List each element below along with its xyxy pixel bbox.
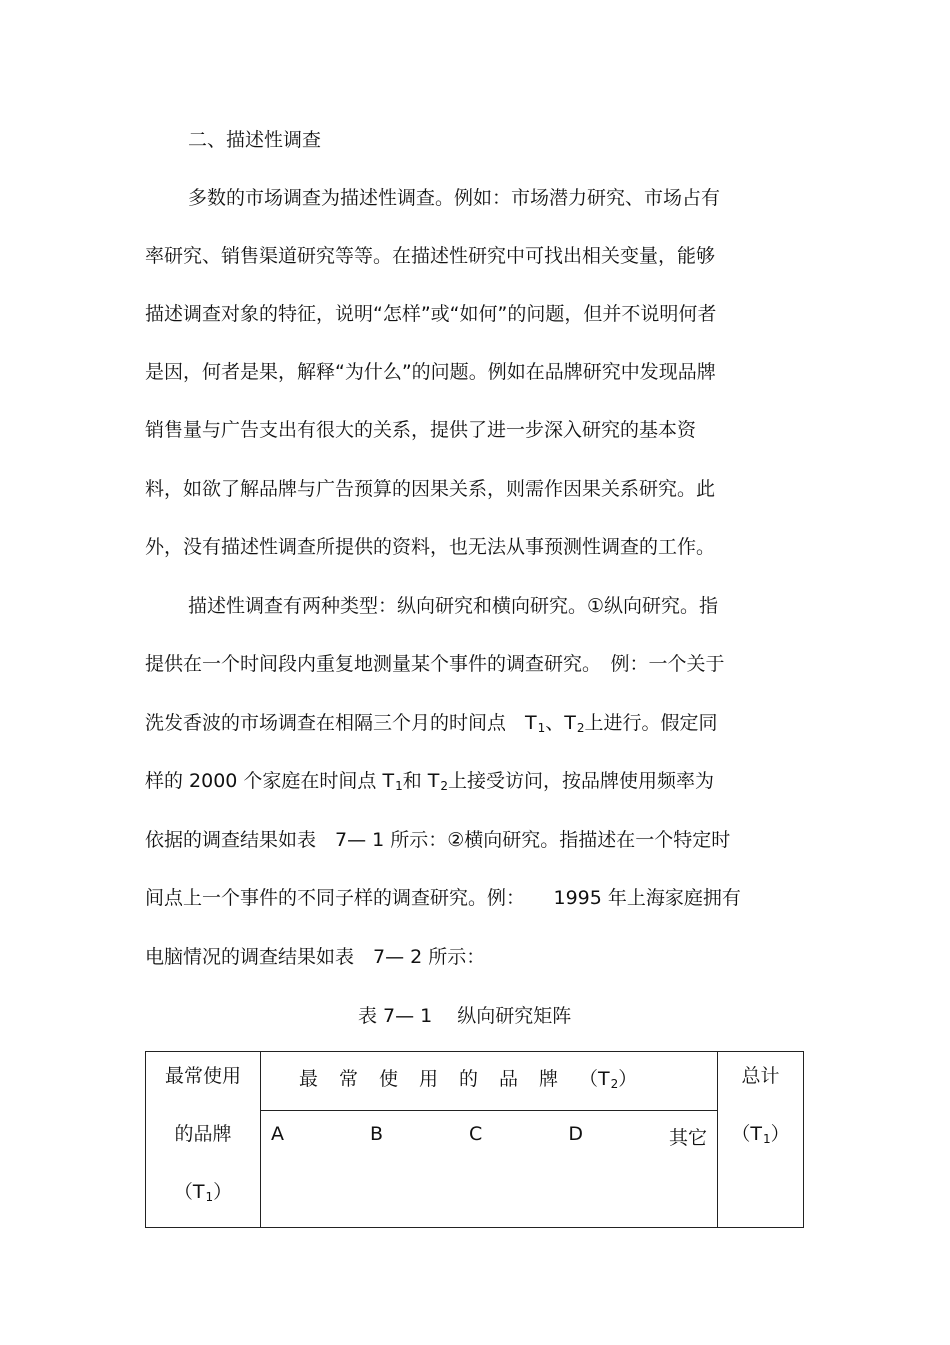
paragraph2-line2: 提供在一个时间段内重复地测量某个事件的调查研究。 例：一个关于: [145, 653, 725, 675]
row-header-close: ）: [213, 1181, 233, 1203]
paragraph1-line2: 率研究、销售渠道研究等等。在描述性研究中可找出相关变量，能够: [145, 245, 716, 267]
paragraph2-line1: 描述性调查有两种类型：纵向研究和横向研究。①纵向研究。指: [188, 595, 719, 617]
paragraph2-line7: 电脑情况的调查结果如表 7— 2 所示：: [145, 946, 486, 968]
column-header-main: 最常使用的品牌: [299, 1068, 580, 1090]
longitudinal-matrix-table: [145, 1051, 804, 1228]
total-header-cell: [718, 1052, 804, 1228]
p2-l3-b: 、T: [545, 712, 576, 734]
brand-c: C: [469, 1123, 483, 1145]
total-header-line2: [731, 1122, 789, 1151]
brand-list: [261, 1111, 717, 1150]
paragraph1-line1: 多数的市场调查为描述性调查。例如：市场潜力研究、市场占有: [188, 187, 721, 209]
column-header-cell: [261, 1052, 718, 1111]
brand-row-cell: [261, 1111, 718, 1228]
column-header-sub: 2: [610, 1077, 619, 1091]
p2-l4-sub2: 2: [440, 779, 449, 793]
total-header-t: （T: [731, 1123, 762, 1145]
p2-l4-c: 上接受访问，按品牌使用频率为: [448, 770, 715, 792]
row-header-line2: 的品牌: [174, 1123, 232, 1145]
paragraph2-line5: 依据的调查结果如表 7— 1 所示：②横向研究。指描述在一个特定时: [145, 829, 731, 851]
p2-l4-a: 样的 2000 个家庭在时间点 T: [145, 770, 395, 792]
paragraph1-line6: 料，如欲了解品牌与广告预算的因果关系，则需作因果关系研究。此: [145, 478, 716, 500]
row-header-line1: 最常使用: [164, 1065, 241, 1087]
total-header-sub: 1: [762, 1132, 771, 1146]
total-header-close: ）: [770, 1123, 790, 1145]
row-header-line3: [174, 1180, 232, 1209]
p2-l4-b: 和 T: [402, 770, 440, 792]
column-header-text: [299, 1064, 717, 1091]
row-header-cell: [146, 1052, 261, 1228]
row-header-sub: 1: [205, 1190, 214, 1204]
brand-b: B: [370, 1123, 384, 1145]
p2-l3-a: 洗发香波的市场调查在相隔三个月的时间点 T: [145, 712, 537, 734]
paragraph2-line4: [145, 769, 714, 798]
brand-a: A: [271, 1123, 284, 1145]
column-header-t: （T: [579, 1068, 610, 1090]
paragraph1-line5: 销售量与广告支出有很大的关系，提供了进一步深入研究的基本资: [145, 419, 697, 441]
paragraph1-line4: 是因，何者是果，解释“为什么”的问题。例如在品牌研究中发现品牌: [145, 361, 716, 383]
p2-l3-c: 上进行。假定同: [584, 712, 718, 734]
p2-l3-sub2: 2: [576, 721, 585, 735]
total-header-line1: 总计: [741, 1065, 780, 1087]
table-caption: 表 7— 1 纵向研究矩阵: [358, 1005, 572, 1027]
paragraph2-line6: 间点上一个事件的不同子样的调查研究。例： 1995 年上海家庭拥有: [145, 887, 741, 909]
row-header-t: （T: [173, 1181, 205, 1203]
p2-l3-sub1: 1: [537, 721, 546, 735]
p2-l4-sub1: 1: [395, 779, 403, 793]
column-header-close: ）: [618, 1068, 638, 1090]
paragraph1-line7: 外，没有描述性调查所提供的资料，也无法从事预测性调查的工作。: [145, 536, 716, 558]
brand-other: 其它: [668, 1127, 707, 1149]
paragraph1-line3: 描述调查对象的特征，说明“怎样”或“如何”的问题，但并不说明何者: [145, 303, 717, 325]
paragraph2-line3: [145, 711, 718, 740]
section-heading: 二、描述性调查: [188, 129, 322, 151]
brand-d: D: [568, 1123, 583, 1145]
